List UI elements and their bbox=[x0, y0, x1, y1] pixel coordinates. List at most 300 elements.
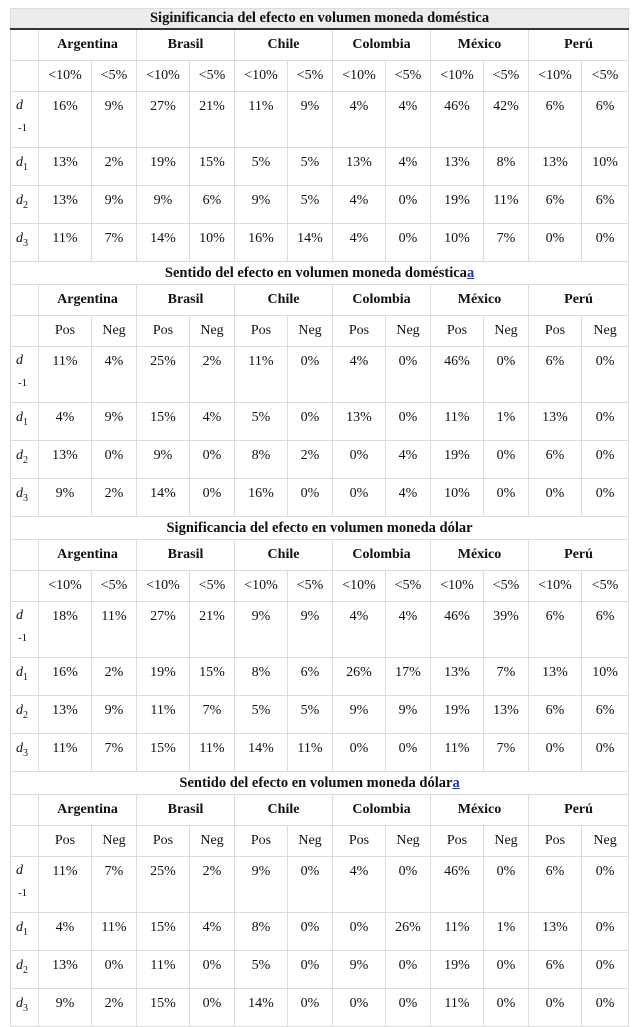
row-label-var: d bbox=[16, 665, 23, 680]
table-cell: 9% bbox=[39, 479, 92, 517]
row-label bbox=[11, 479, 39, 517]
row-label-var: d bbox=[16, 863, 23, 878]
table-cell: 0% bbox=[529, 479, 582, 517]
row-label-subscript: 3 bbox=[23, 492, 28, 504]
table-cell: 0% bbox=[484, 479, 529, 517]
empty-header-cell bbox=[11, 316, 39, 347]
table-cell: 11% bbox=[92, 602, 137, 658]
table-cell: 6% bbox=[529, 441, 582, 479]
table-cell: 6% bbox=[529, 951, 582, 989]
table-cell: 46% bbox=[431, 857, 484, 913]
sub-header: Neg bbox=[582, 316, 629, 347]
table-cell: 11% bbox=[235, 92, 288, 148]
table-cell: 13% bbox=[333, 148, 386, 186]
table-cell: 2% bbox=[92, 148, 137, 186]
table-cell: 10% bbox=[582, 658, 629, 696]
table-cell: 4% bbox=[333, 602, 386, 658]
table-cell: 46% bbox=[431, 347, 484, 403]
table-cell: 14% bbox=[288, 224, 333, 262]
table-cell: 6% bbox=[529, 347, 582, 403]
table-cell: 13% bbox=[333, 403, 386, 441]
table-cell: 21% bbox=[190, 92, 235, 148]
table-cell: 0% bbox=[582, 479, 629, 517]
table-cell: 2% bbox=[92, 479, 137, 517]
table-cell: 5% bbox=[288, 696, 333, 734]
table-cell: 0% bbox=[190, 441, 235, 479]
table-cell: 4% bbox=[333, 92, 386, 148]
sub-header: <5% bbox=[92, 61, 137, 92]
country-header: Brasil bbox=[137, 29, 235, 61]
sub-header: <5% bbox=[582, 61, 629, 92]
table-cell: 46% bbox=[431, 92, 484, 148]
sub-header: <5% bbox=[484, 61, 529, 92]
country-header: México bbox=[431, 285, 529, 316]
table-cell: 0% bbox=[582, 734, 629, 772]
row-label-var: d bbox=[16, 741, 23, 756]
table-cell: 13% bbox=[39, 951, 92, 989]
table-cell: 19% bbox=[137, 658, 190, 696]
table-cell: 9% bbox=[137, 441, 190, 479]
table-cell: 16% bbox=[39, 92, 92, 148]
section-title-row bbox=[11, 517, 629, 540]
table-cell: 9% bbox=[288, 602, 333, 658]
sub-header: <10% bbox=[333, 571, 386, 602]
row-label bbox=[11, 857, 39, 913]
row-label-subscript: 2 bbox=[23, 709, 28, 721]
table-cell: 11% bbox=[431, 403, 484, 441]
country-header: Colombia bbox=[333, 29, 431, 61]
table-cell: 0% bbox=[529, 224, 582, 262]
table-cell: 15% bbox=[190, 658, 235, 696]
table-cell: 0% bbox=[288, 989, 333, 1027]
row-label-subscript: -1 bbox=[18, 887, 28, 899]
table-cell: 9% bbox=[137, 186, 190, 224]
table-row bbox=[11, 658, 629, 696]
table-cell: 0% bbox=[582, 347, 629, 403]
table-cell: 13% bbox=[39, 696, 92, 734]
table-cell: 0% bbox=[386, 347, 431, 403]
table-row bbox=[11, 92, 629, 148]
table-cell: 19% bbox=[137, 148, 190, 186]
table-row bbox=[11, 347, 629, 403]
table-cell: 19% bbox=[431, 186, 484, 224]
table-cell: 11% bbox=[190, 734, 235, 772]
sub-header: Pos bbox=[431, 316, 484, 347]
sub-header: Pos bbox=[235, 826, 288, 857]
section-title-text: Significancia del efecto en volumen moneda dólar bbox=[166, 519, 473, 536]
row-label-var: d bbox=[16, 958, 23, 973]
table-cell: 0% bbox=[484, 347, 529, 403]
table-cell: 4% bbox=[190, 403, 235, 441]
table-cell: 0% bbox=[582, 913, 629, 951]
table-cell: 0% bbox=[386, 857, 431, 913]
table-cell: 8% bbox=[235, 441, 288, 479]
table-cell: 9% bbox=[288, 92, 333, 148]
empty-header-cell bbox=[11, 61, 39, 92]
row-label-var: d bbox=[16, 98, 23, 113]
sub-header: Pos bbox=[137, 826, 190, 857]
table-cell: 13% bbox=[529, 148, 582, 186]
row-label-var: d bbox=[16, 920, 23, 935]
sub-header: <10% bbox=[137, 571, 190, 602]
sub-header: Neg bbox=[386, 316, 431, 347]
table-cell: 15% bbox=[137, 734, 190, 772]
table-cell: 9% bbox=[333, 951, 386, 989]
sub-header: Neg bbox=[190, 826, 235, 857]
table-cell: 4% bbox=[386, 148, 431, 186]
section-title bbox=[11, 517, 629, 540]
table-cell: 25% bbox=[137, 857, 190, 913]
sub-header-row bbox=[11, 316, 629, 347]
sub-header-row bbox=[11, 61, 629, 92]
table-cell: 9% bbox=[92, 696, 137, 734]
table-cell: 14% bbox=[235, 734, 288, 772]
country-header: Argentina bbox=[39, 29, 137, 61]
table-row bbox=[11, 857, 629, 913]
empty-header-cell bbox=[11, 795, 39, 826]
section-title-text: Sentido del efecto en volumen moneda dólar bbox=[179, 774, 453, 791]
table-cell: 19% bbox=[431, 951, 484, 989]
row-label bbox=[11, 734, 39, 772]
table-cell: 10% bbox=[431, 224, 484, 262]
table-cell: 13% bbox=[484, 696, 529, 734]
table-cell: 0% bbox=[582, 403, 629, 441]
table-cell: 4% bbox=[92, 347, 137, 403]
table-cell: 15% bbox=[137, 403, 190, 441]
table-cell: 6% bbox=[529, 857, 582, 913]
table-cell: 17% bbox=[386, 658, 431, 696]
row-label-var: d bbox=[16, 608, 23, 623]
table-cell: 4% bbox=[386, 479, 431, 517]
table-row bbox=[11, 186, 629, 224]
sub-header: Neg bbox=[288, 316, 333, 347]
table-cell: 13% bbox=[529, 403, 582, 441]
table-cell: 42% bbox=[484, 92, 529, 148]
table-cell: 2% bbox=[190, 347, 235, 403]
table-cell: 0% bbox=[288, 403, 333, 441]
results-table-container bbox=[10, 8, 628, 1027]
empty-header-cell bbox=[11, 540, 39, 571]
table-cell: 14% bbox=[137, 224, 190, 262]
empty-header-cell bbox=[11, 285, 39, 316]
country-header: Chile bbox=[235, 795, 333, 826]
table-row bbox=[11, 403, 629, 441]
table-cell: 15% bbox=[137, 913, 190, 951]
row-label-subscript: -1 bbox=[18, 122, 28, 134]
table-cell: 14% bbox=[235, 989, 288, 1027]
table-cell: 27% bbox=[137, 602, 190, 658]
section-title-row bbox=[11, 9, 629, 30]
row-label-subscript: 1 bbox=[23, 926, 28, 938]
table-cell: 1% bbox=[484, 913, 529, 951]
table-cell: 9% bbox=[386, 696, 431, 734]
section-title bbox=[11, 772, 629, 795]
table-cell: 0% bbox=[529, 734, 582, 772]
table-row bbox=[11, 602, 629, 658]
empty-header-cell bbox=[11, 826, 39, 857]
table-cell: 25% bbox=[137, 347, 190, 403]
row-label bbox=[11, 696, 39, 734]
sub-header: <10% bbox=[431, 61, 484, 92]
table-row bbox=[11, 696, 629, 734]
sub-header: <5% bbox=[484, 571, 529, 602]
section-title-row bbox=[11, 772, 629, 795]
sub-header: Neg bbox=[92, 316, 137, 347]
table-cell: 4% bbox=[333, 186, 386, 224]
country-header: Chile bbox=[235, 285, 333, 316]
table-cell: 21% bbox=[190, 602, 235, 658]
table-cell: 6% bbox=[582, 602, 629, 658]
sub-header: <5% bbox=[288, 571, 333, 602]
table-cell: 10% bbox=[431, 479, 484, 517]
table-cell: 0% bbox=[333, 913, 386, 951]
table-cell: 0% bbox=[333, 479, 386, 517]
sub-header: Pos bbox=[333, 316, 386, 347]
row-label-subscript: 1 bbox=[23, 161, 28, 173]
sub-header: Pos bbox=[431, 826, 484, 857]
sub-header: <5% bbox=[92, 571, 137, 602]
table-cell: 4% bbox=[39, 403, 92, 441]
table-cell: 10% bbox=[190, 224, 235, 262]
table-cell: 11% bbox=[137, 696, 190, 734]
sub-header: Neg bbox=[288, 826, 333, 857]
table-cell: 13% bbox=[529, 658, 582, 696]
row-label-subscript: 3 bbox=[23, 747, 28, 759]
table-cell: 6% bbox=[582, 92, 629, 148]
row-label-var: d bbox=[16, 486, 23, 501]
table-cell: 7% bbox=[92, 734, 137, 772]
sub-header: <5% bbox=[190, 61, 235, 92]
table-cell: 6% bbox=[582, 696, 629, 734]
row-label bbox=[11, 403, 39, 441]
table-cell: 13% bbox=[39, 186, 92, 224]
table-cell: 9% bbox=[92, 186, 137, 224]
table-cell: 13% bbox=[39, 148, 92, 186]
row-label-subscript: 2 bbox=[23, 199, 28, 211]
table-cell: 26% bbox=[386, 913, 431, 951]
table-cell: 9% bbox=[235, 602, 288, 658]
table-cell: 5% bbox=[288, 148, 333, 186]
table-cell: 0% bbox=[484, 857, 529, 913]
table-cell: 7% bbox=[484, 658, 529, 696]
table-cell: 0% bbox=[484, 989, 529, 1027]
table-cell: 27% bbox=[137, 92, 190, 148]
table-cell: 7% bbox=[484, 224, 529, 262]
table-cell: 4% bbox=[386, 92, 431, 148]
sub-header: <10% bbox=[431, 571, 484, 602]
sub-header: <5% bbox=[386, 61, 431, 92]
row-label-var: d bbox=[16, 155, 23, 170]
table-cell: 7% bbox=[92, 224, 137, 262]
table-cell: 0% bbox=[582, 441, 629, 479]
sub-header: Pos bbox=[529, 316, 582, 347]
country-header-row bbox=[11, 795, 629, 826]
row-label-var: d bbox=[16, 996, 23, 1011]
table-cell: 13% bbox=[529, 913, 582, 951]
sub-header: <5% bbox=[582, 571, 629, 602]
row-label-subscript: -1 bbox=[18, 632, 28, 644]
table-cell: 9% bbox=[39, 989, 92, 1027]
section-title bbox=[11, 9, 629, 30]
section-title bbox=[11, 262, 629, 285]
table-cell: 6% bbox=[582, 186, 629, 224]
country-header: Colombia bbox=[333, 285, 431, 316]
table-cell: 11% bbox=[431, 989, 484, 1027]
sub-header: <10% bbox=[137, 61, 190, 92]
table-cell: 13% bbox=[39, 441, 92, 479]
table-cell: 11% bbox=[137, 951, 190, 989]
country-header: Chile bbox=[235, 540, 333, 571]
table-row bbox=[11, 989, 629, 1027]
table-cell: 0% bbox=[386, 403, 431, 441]
table-cell: 10% bbox=[582, 148, 629, 186]
country-header: Perú bbox=[529, 795, 629, 826]
table-cell: 7% bbox=[484, 734, 529, 772]
table-row bbox=[11, 441, 629, 479]
results-table bbox=[10, 8, 629, 1027]
table-cell: 0% bbox=[333, 734, 386, 772]
table-cell: 15% bbox=[137, 989, 190, 1027]
sub-header: Pos bbox=[39, 316, 92, 347]
country-header: Brasil bbox=[137, 285, 235, 316]
table-cell: 8% bbox=[484, 148, 529, 186]
table-cell: 6% bbox=[529, 602, 582, 658]
section-title-text: Siginificancia del efecto en volumen moneda doméstica bbox=[149, 10, 490, 26]
sub-header: Neg bbox=[190, 316, 235, 347]
table-cell: 2% bbox=[190, 857, 235, 913]
section-title-row bbox=[11, 262, 629, 285]
table-cell: 11% bbox=[484, 186, 529, 224]
table-cell: 6% bbox=[529, 186, 582, 224]
table-cell: 18% bbox=[39, 602, 92, 658]
sub-header: Neg bbox=[386, 826, 431, 857]
table-cell: 0% bbox=[582, 989, 629, 1027]
row-label bbox=[11, 602, 39, 658]
sub-header: <10% bbox=[529, 571, 582, 602]
sub-header-row bbox=[11, 571, 629, 602]
table-cell: 0% bbox=[190, 989, 235, 1027]
table-cell: 9% bbox=[235, 857, 288, 913]
row-label bbox=[11, 92, 39, 148]
table-cell: 8% bbox=[235, 913, 288, 951]
row-label-var: d bbox=[16, 193, 23, 208]
row-label-var: d bbox=[16, 231, 23, 246]
table-cell: 0% bbox=[386, 951, 431, 989]
row-label bbox=[11, 186, 39, 224]
table-cell: 0% bbox=[288, 857, 333, 913]
sub-header: Neg bbox=[92, 826, 137, 857]
country-header-row bbox=[11, 540, 629, 571]
table-cell: 4% bbox=[386, 602, 431, 658]
table-cell: 5% bbox=[235, 696, 288, 734]
table-cell: 0% bbox=[333, 441, 386, 479]
row-label-var: d bbox=[16, 448, 23, 463]
country-header: México bbox=[431, 540, 529, 571]
sub-header: <10% bbox=[235, 571, 288, 602]
row-label-var: d bbox=[16, 353, 23, 368]
row-label bbox=[11, 441, 39, 479]
sub-header: <10% bbox=[39, 61, 92, 92]
table-cell: 13% bbox=[431, 658, 484, 696]
table-row bbox=[11, 479, 629, 517]
table-cell: 5% bbox=[235, 951, 288, 989]
table-cell: 16% bbox=[39, 658, 92, 696]
row-label-subscript: 3 bbox=[23, 237, 28, 249]
country-header: Argentina bbox=[39, 540, 137, 571]
table-cell: 2% bbox=[92, 658, 137, 696]
table-cell: 13% bbox=[431, 148, 484, 186]
table-cell: 11% bbox=[288, 734, 333, 772]
table-cell: 0% bbox=[582, 951, 629, 989]
sub-header: Neg bbox=[582, 826, 629, 857]
footnote-link[interactable]: a bbox=[452, 774, 460, 791]
table-cell: 39% bbox=[484, 602, 529, 658]
table-cell: 46% bbox=[431, 602, 484, 658]
country-header: Perú bbox=[529, 540, 629, 571]
sub-header: <5% bbox=[190, 571, 235, 602]
table-cell: 2% bbox=[288, 441, 333, 479]
table-cell: 0% bbox=[288, 913, 333, 951]
sub-header: <5% bbox=[288, 61, 333, 92]
table-cell: 0% bbox=[386, 224, 431, 262]
table-cell: 11% bbox=[39, 857, 92, 913]
table-cell: 19% bbox=[431, 441, 484, 479]
row-label bbox=[11, 148, 39, 186]
table-cell: 4% bbox=[333, 857, 386, 913]
table-cell: 11% bbox=[39, 224, 92, 262]
country-header: Perú bbox=[529, 285, 629, 316]
table-row bbox=[11, 913, 629, 951]
table-cell: 9% bbox=[235, 186, 288, 224]
table-cell: 0% bbox=[92, 441, 137, 479]
country-header: Argentina bbox=[39, 285, 137, 316]
footnote-link[interactable]: a bbox=[466, 264, 475, 281]
sub-header: <10% bbox=[39, 571, 92, 602]
country-header-row bbox=[11, 285, 629, 316]
row-label-subscript: 2 bbox=[23, 964, 28, 976]
sub-header: Neg bbox=[484, 826, 529, 857]
country-header: México bbox=[431, 795, 529, 826]
table-cell: 0% bbox=[92, 951, 137, 989]
country-header: Chile bbox=[235, 29, 333, 61]
sub-header: <10% bbox=[235, 61, 288, 92]
table-cell: 4% bbox=[39, 913, 92, 951]
table-cell: 5% bbox=[235, 403, 288, 441]
table-cell: 0% bbox=[288, 951, 333, 989]
table-cell: 0% bbox=[386, 186, 431, 224]
row-label-subscript: 1 bbox=[23, 416, 28, 428]
country-header: Argentina bbox=[39, 795, 137, 826]
table-cell: 4% bbox=[190, 913, 235, 951]
table-cell: 0% bbox=[190, 479, 235, 517]
table-cell: 9% bbox=[92, 403, 137, 441]
country-header: Perú bbox=[529, 29, 629, 61]
table-cell: 7% bbox=[92, 857, 137, 913]
row-label-subscript: -1 bbox=[18, 377, 28, 389]
country-header: Brasil bbox=[137, 540, 235, 571]
sub-header: Neg bbox=[484, 316, 529, 347]
table-cell: 19% bbox=[431, 696, 484, 734]
table-cell: 0% bbox=[190, 951, 235, 989]
country-header: Brasil bbox=[137, 795, 235, 826]
table-cell: 11% bbox=[431, 734, 484, 772]
table-cell: 6% bbox=[288, 658, 333, 696]
table-cell: 0% bbox=[582, 857, 629, 913]
table-cell: 6% bbox=[190, 186, 235, 224]
table-cell: 4% bbox=[386, 441, 431, 479]
table-cell: 14% bbox=[137, 479, 190, 517]
table-cell: 4% bbox=[333, 347, 386, 403]
